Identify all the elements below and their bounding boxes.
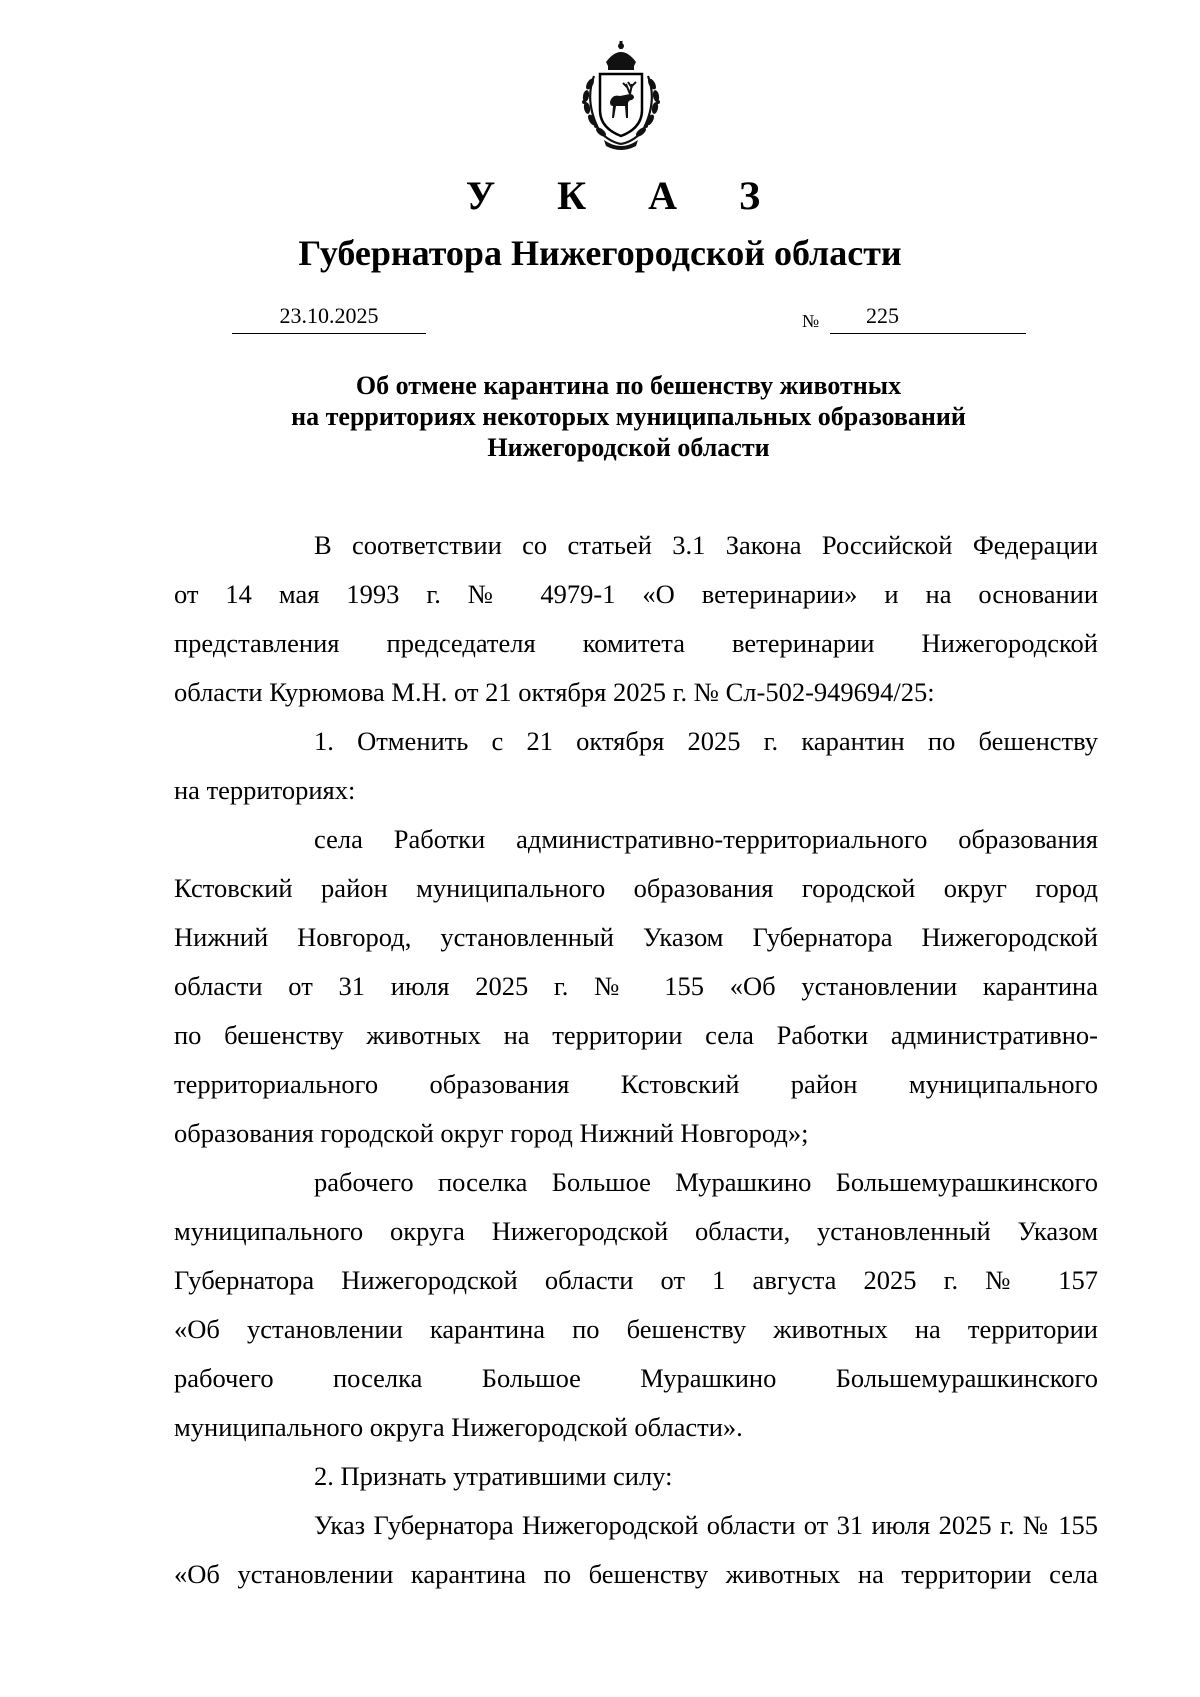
- body-line: Указ Губернатора Нижегородской области от 31 июля 2025 г. № 155: [314, 1510, 1098, 1540]
- body-line: «Об установлении карантина по бешенству животных на территории села: [174, 1559, 1098, 1589]
- body-line: от 14 мая 1993 г. № 4979-1 «О ветеринарии» и на основании: [174, 579, 1098, 609]
- body-line: Губернатора Нижегородской области от 1 августа 2025 г. № 157: [174, 1265, 1098, 1295]
- coat-of-arms-emblem: [566, 40, 676, 152]
- issuer-heading: Губернатора Нижегородской области: [298, 233, 902, 273]
- number-sign: №: [802, 311, 820, 331]
- body-line: Кстовский район муниципального образования городской округ город: [174, 873, 1098, 903]
- body-line: Нижний Новгород, установленный Указом Губернатора Нижегородской: [174, 922, 1098, 952]
- body-line: по бешенству животных на территории села Работки административно-: [174, 1020, 1098, 1050]
- body-line: села Работки административно-территориального образования: [314, 824, 1098, 854]
- body-line: области от 31 июля 2025 г. № 155 «Об установлении карантина: [174, 971, 1098, 1001]
- subject-line: Об отмене карантина по бешенству животных: [355, 371, 902, 400]
- body-line: 2. Признать утратившими силу:: [314, 1461, 673, 1491]
- body-line: рабочего поселка Большое Мурашкино Большемурашкинского: [174, 1363, 1098, 1393]
- subject-line: Нижегородской области: [487, 433, 770, 462]
- body-line: образования городской округ город Нижний Новгород»;: [174, 1118, 809, 1148]
- body-line: рабочего поселка Большое Мурашкино Большемурашкинского: [314, 1167, 1098, 1197]
- body-line: «Об установлении карантина по бешенству животных на территории: [174, 1314, 1098, 1344]
- subject-line: на территориях некоторых муниципальных образований: [291, 402, 966, 431]
- document-number-field: [830, 302, 1026, 334]
- body-line: представления председателя комитета ветеринарии Нижегородской: [174, 628, 1098, 658]
- document-subject: [0, 370, 1200, 463]
- body-line: муниципального округа Нижегородской области, установленный Указом: [174, 1216, 1098, 1246]
- body-line: В соответствии со статьей 3.1 Закона Российской Федерации: [314, 530, 1098, 560]
- body-line: муниципального округа Нижегородской области».: [174, 1412, 743, 1442]
- document-number: 225: [866, 303, 899, 328]
- body-line: 1. Отменить с 21 октября 2025 г. карантин по бешенству: [314, 726, 1098, 756]
- body-line: на территориях:: [174, 775, 356, 805]
- document-type-title: У К А З: [465, 173, 787, 218]
- document-body: [174, 521, 1098, 1599]
- body-line: территориального образования Кстовский район муниципального: [174, 1069, 1098, 1099]
- document-date: 23.10.2025: [232, 302, 426, 334]
- body-line: области Курюмова М.Н. от 21 октября 2025 г. № Сл-502-949694/25:: [174, 677, 935, 707]
